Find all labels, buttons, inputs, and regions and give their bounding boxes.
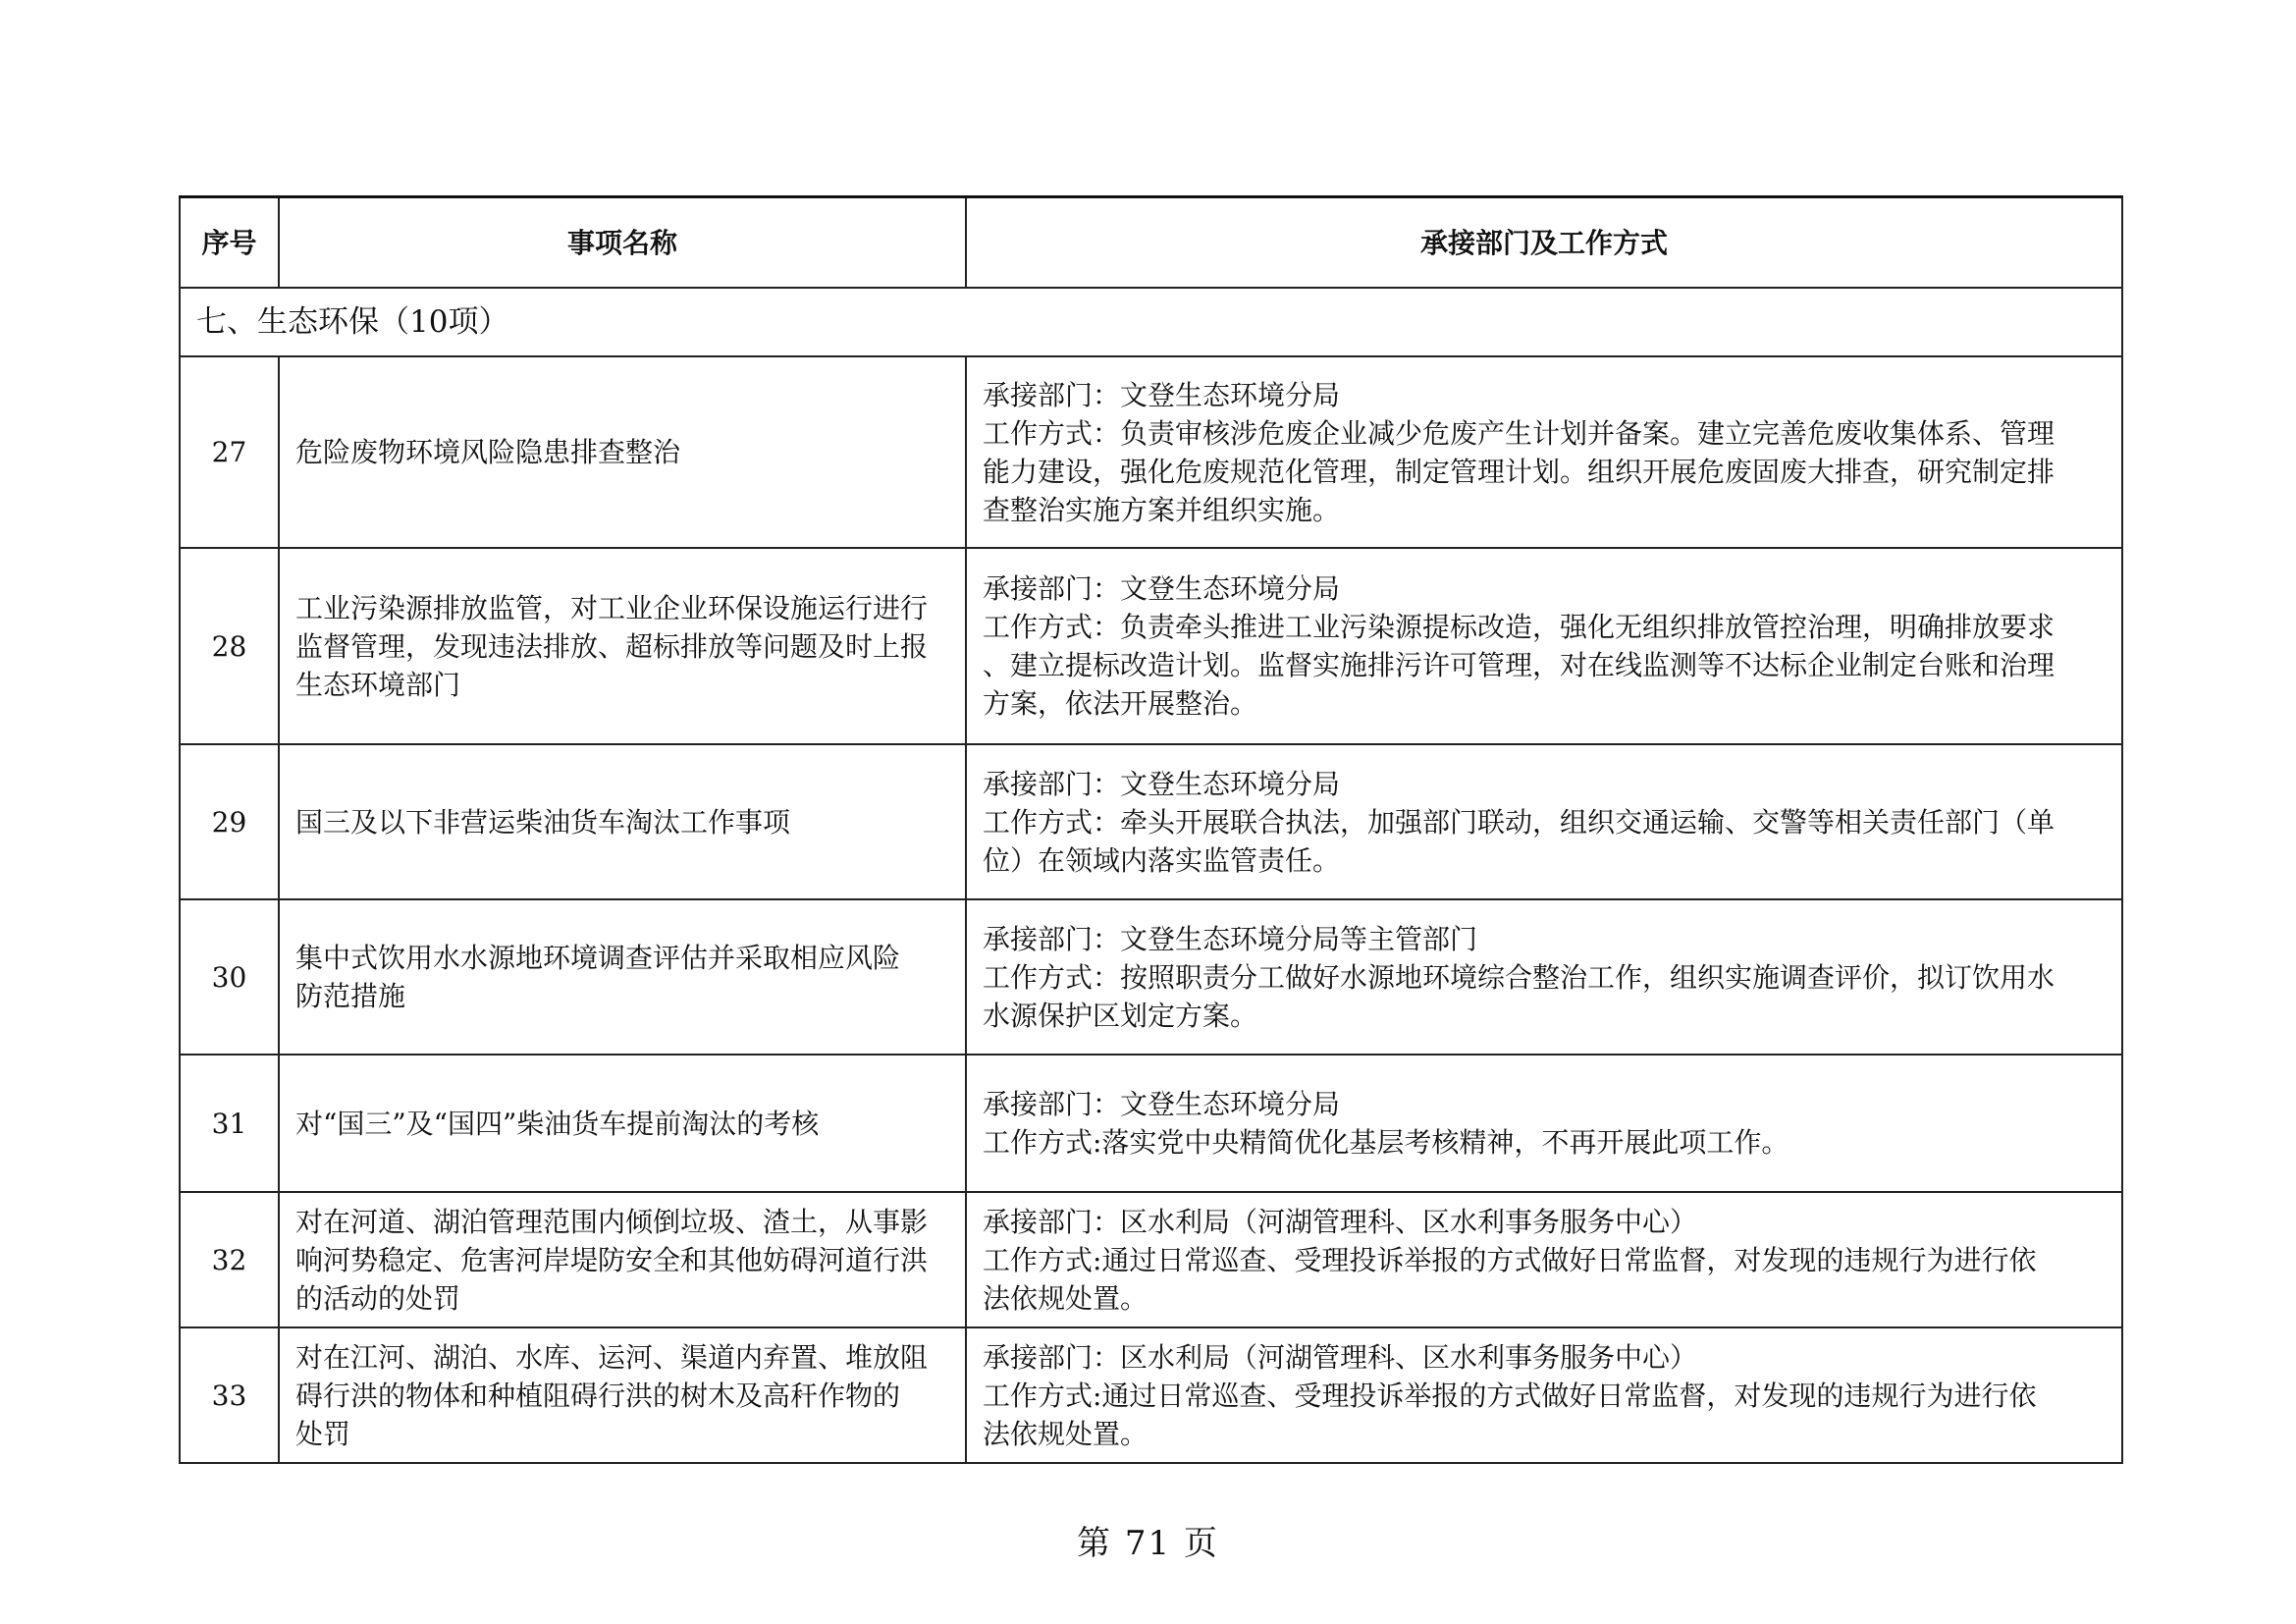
row-dept [966,744,2122,899]
row-name-line: 生态环境部门 [295,668,461,701]
row-dept-line: 、建立提标改造计划。监督实施排污许可管理，对在线监测等不达标企业制定台账和治理 [983,649,2056,681]
row-seq: 28 [180,548,279,744]
row-name-line: 防范措施 [295,980,406,1012]
row-name [279,356,966,548]
row-seq: 33 [180,1327,279,1463]
matters-table [179,195,2123,1464]
row-dept-line: 方案，依法开展整治。 [983,687,1258,720]
table-header-row [180,197,2122,289]
row-name [279,1192,966,1327]
row-name-line: 工业污染源排放监管，对工业企业环保设施运行进行 [295,591,929,624]
section-header-row [180,288,2122,356]
row-dept-line: 承接部门：文登生态环境分局等主管部门 [983,922,1478,955]
row-dept-line: 工作方式:通过日常巡查、受理投诉举报的方式做好日常监督，对发现的违规行为进行依 [983,1243,2037,1276]
table-row [180,1192,2122,1327]
row-name [279,1055,966,1192]
row-dept-line: 工作方式：按照职责分工做好水源地环境综合整治工作，组织实施调查评价，拟订饮用水 [983,960,2056,994]
row-seq: 29 [180,744,279,899]
row-name-line: 响河势稳定、危害河岸堤防安全和其他妨碍河道行洪 [295,1243,929,1276]
table-row [180,899,2122,1055]
row-name [279,899,966,1055]
row-dept-line: 工作方式：负责审核涉危废企业减少危废产生计划并备案。建立完善危废收集体系、管理 [983,416,2056,450]
row-name [279,744,966,899]
row-dept-line: 承接部门：文登生态环境分局 [983,378,1341,411]
row-dept [966,899,2122,1055]
row-name-line: 对“国三”及“国四”柴油货车提前淘汰的考核 [295,1107,820,1140]
row-dept-line: 能力建设，强化危废规范化管理，制定管理计划。组织开展危废固废大排查，研究制定排 [983,455,2056,488]
row-name-line: 集中式饮用水水源地环境调查评估并采取相应风险 [295,942,901,974]
row-name-line: 监督管理，发现违法排放、超标排放等问题及时上报 [295,629,929,663]
row-dept [966,1055,2122,1192]
page-number: 第 71 页 [1077,1524,1219,1563]
table-row [180,1327,2122,1463]
row-dept [966,1192,2122,1327]
row-dept-line: 查整治实施方案并组织实施。 [983,493,1341,526]
row-seq: 31 [180,1055,279,1192]
row-dept-line: 位）在领域内落实监管责任。 [983,843,1341,877]
row-dept-line: 承接部门：区水利局（河湖管理科、区水利事务服务中心） [983,1340,1698,1374]
row-name-line: 危险废物环境风险隐患排查整治 [295,436,681,468]
row-seq: 32 [180,1192,279,1327]
row-dept-line: 承接部门：区水利局（河湖管理科、区水利事务服务中心） [983,1205,1698,1238]
row-name [279,548,966,744]
header-dept: 承接部门及工作方式 [966,197,2122,289]
row-name-line: 碍行洪的物体和种植阻碍行洪的树木及高秆作物的 [295,1379,901,1412]
row-dept-line: 工作方式:落实党中央精简优化基层考核精神，不再开展此项工作。 [983,1126,1789,1159]
header-seq: 序号 [180,197,279,289]
row-name-line: 国三及以下非营运柴油货车淘汰工作事项 [295,805,791,839]
row-name-line: 对在江河、湖泊、水库、运河、渠道内弃置、堆放阻 [295,1340,929,1374]
row-dept-line: 工作方式：负责牵头推进工业污染源提标改造，强化无组织排放管控治理，明确排放要求 [983,611,2056,643]
row-dept-line: 承接部门：文登生态环境分局 [983,1088,1341,1120]
row-dept-line: 法依规处置。 [983,1281,1148,1315]
row-seq: 30 [180,899,279,1055]
row-dept [966,356,2122,548]
row-name-line: 的活动的处罚 [295,1281,461,1315]
table-row [180,548,2122,744]
row-dept-line: 承接部门：文登生态环境分局 [983,572,1341,605]
table-row [180,744,2122,899]
row-dept [966,548,2122,744]
row-name-line: 对在河道、湖泊管理范围内倾倒垃圾、渣土，从事影 [295,1205,929,1238]
row-seq: 27 [180,356,279,548]
row-dept [966,1327,2122,1463]
row-name [279,1327,966,1463]
header-name: 事项名称 [279,197,966,289]
row-dept-line: 工作方式：牵头开展联合执法，加强部门联动，组织交通运输、交警等相关责任部门（单 [983,805,2056,839]
row-dept-line: 承接部门：文登生态环境分局 [983,767,1341,800]
row-dept-line: 工作方式:通过日常巡查、受理投诉举报的方式做好日常监督，对发现的违规行为进行依 [983,1379,2037,1412]
table-row [180,356,2122,548]
section-title: 七、生态环保（10项） [180,288,2122,356]
table-row [180,1055,2122,1192]
row-name-line: 处罚 [295,1417,351,1450]
row-dept-line: 水源保护区划定方案。 [983,999,1258,1032]
row-dept-line: 法依规处置。 [983,1417,1148,1450]
